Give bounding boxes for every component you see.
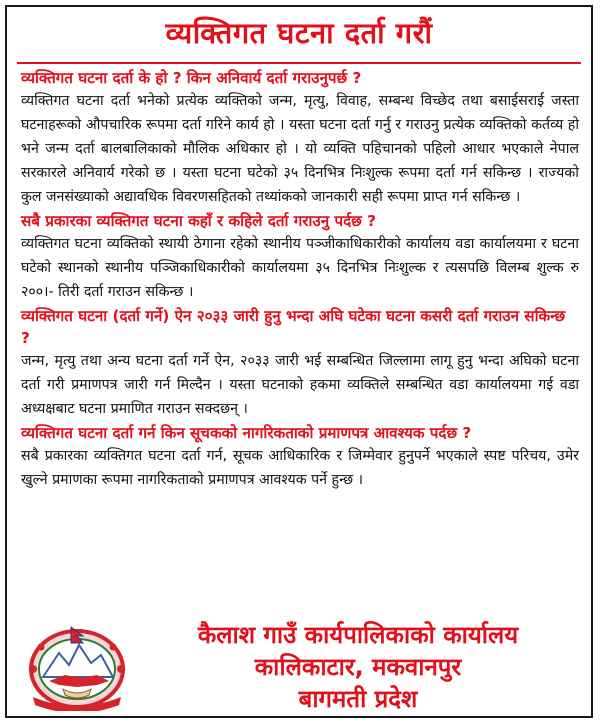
page-title: व्यक्तिगत घटना दर्ता गरौं <box>165 16 433 50</box>
office-location: कालिकाटार, मकवानपुर <box>254 653 462 681</box>
office-footer <box>17 619 581 717</box>
faq-answer-1: व्यक्तिगत घटना दर्ता भनेको प्रत्येक व्यक्तिको जन्म, मृत्यु, विवाह, सम्बन्ध विच्छेद तथा बसाईसराई जस्ता घटनाहरूको औपचारिक रूपमा दर्ता गरिने कार्य हो । यस्ता घटना दर्ता गर्नु र गराउनु प्रत्येक व्यक्तिको कर्तव्य हो भने जन्म दर्ता बालबालिकाको मौलिक अधिकार हो । यो व्यक्ति पहिचानको पहिलो आधार भएकाले नेपाल सरकारले अनिवार्य गरेको छ । यस्ता घटना घटेको ३५ दिनभित्र निःशुल्क रूपमा दर्ता गर्न सकिन्छ । राज्यको कुल जनसंख्याको अद्यावधिक विवरणसहितको तथ्यांकको जानकारी सही रूपमा प्राप्त गर्न सकिन्छ । <box>21 93 579 205</box>
faq-answer-4: सबै प्रकारका व्यक्तिगत घटना दर्ता गर्न, सूचक आधिकारिक र जिम्मेवार हुनुपर्ने भएकाले स्पष्ट परिचय, उमेर खुल्ने प्रमाणका रूपमा नागरिकताको प्रमाणपत्र आवश्यक पर्ने हुन्छ । <box>21 448 579 488</box>
faq-question-2: सबै प्रकारका व्यक्तिगत घटना कहाँ र कहिले दर्ता गराउनु पर्दछ ? <box>21 212 376 230</box>
office-province: बागमती प्रदेश <box>298 685 418 713</box>
notice-frame <box>5 5 593 718</box>
faq-answer-3: जन्म, मृत्यु तथा अन्य घटना दर्ता गर्ने ऐन, २०३३ जारी भई सम्बन्धित जिल्लामा लागू हुनु भन्दा अघिको घटना दर्ता गरी प्रमाणपत्र जारी गर्न मिल्दैन । यस्ता घटनाको हकमा व्यक्तिले सम्बन्धित वडा कार्यालयमा गई वडा अध्यक्षबाट घटना प्रमाणित गराउन सक्दछन् । <box>21 353 579 417</box>
faq-section-3 <box>21 305 579 421</box>
nepal-government-emblem-icon <box>19 623 135 711</box>
faq-answer-2: व्यक्तिगत घटना व्यक्तिको स्थायी ठेगाना रहेको स्थानीय पञ्जीकाधिकारीको कार्यालय वडा कार्यालयमा र घटना घटेको स्थानको स्थानीय पञ्जिकाधिकारीको कार्यालयमा ३५ दिनभित्र निःशुल्क र त्यसपछि विलम्ब शुल्क रु २००।- तिरी दर्ता गराउन सकिन्छ । <box>21 236 579 300</box>
office-name: कैलाश गाउँ कार्यपालिकाको कार्यालय <box>197 621 519 649</box>
faq-question-4: व्यक्तिगत घटना दर्ता गर्न किन सूचकको नागरिकताको प्रमाणपत्र आवश्यक पर्दछ ? <box>21 424 472 442</box>
faq-question-3: व्यक्तिगत घटना (दर्ता गर्ने) ऐन २०३३ जारी हुनु भन्दा अघि घटेका घटना कसरी दर्ता गराउन सकिन्छ ? <box>21 307 566 347</box>
faq-question-1: व्यक्तिगत घटना दर्ता के हो ? किन अनिवार्य दर्ता गराउनुपर्छ ? <box>21 69 362 87</box>
notice-content <box>21 67 579 493</box>
faq-section-4 <box>21 422 579 492</box>
faq-section-2 <box>21 210 579 304</box>
title-divider <box>17 62 581 64</box>
faq-section-1 <box>21 67 579 209</box>
office-address <box>135 619 581 715</box>
